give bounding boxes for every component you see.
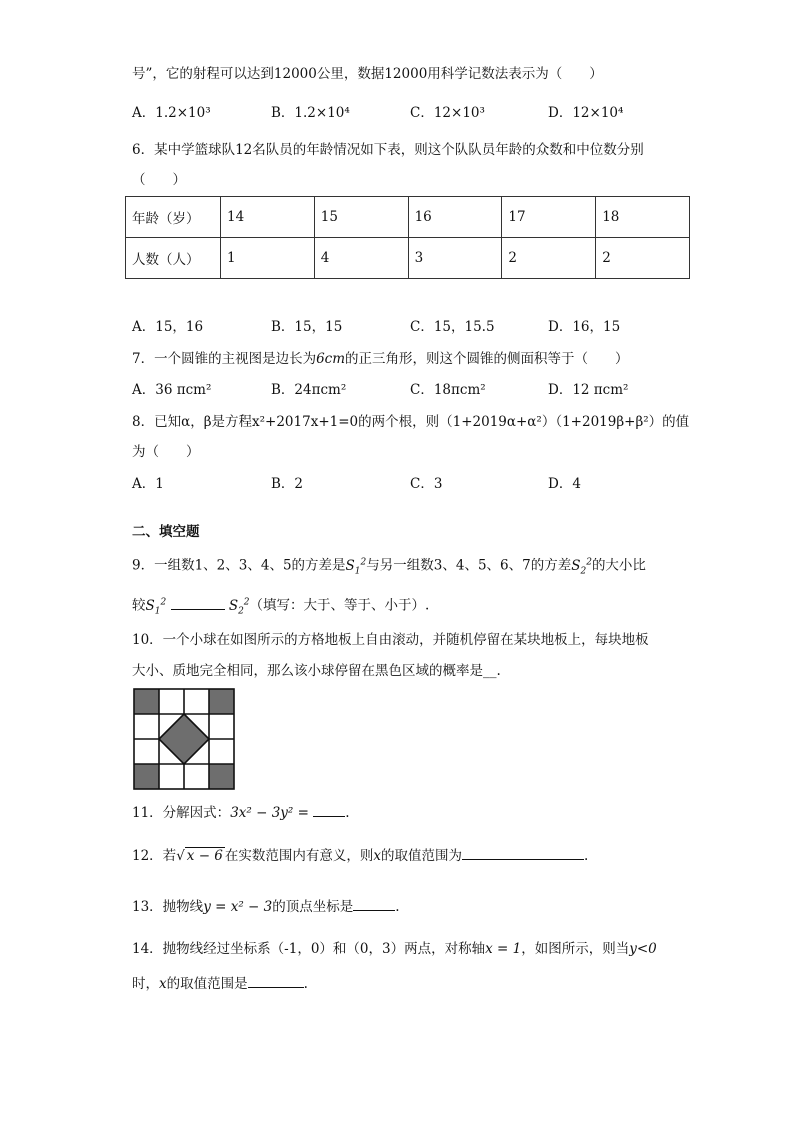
q5-tail-text: 号”，它的射程可以达到12000公里，数据12000用科学记数法表示为（ ） xyxy=(132,66,603,82)
q13-text-a: 13．抛物线 xyxy=(132,899,204,915)
q10-line-1: 10．一个小球在如图所示的方格地板上自由滚动，并随机停留在某块地板上，每块地板 xyxy=(132,632,649,648)
q12-variable: x xyxy=(373,848,382,864)
q5-option-a[interactable]: A．1.2×10³ xyxy=(132,105,211,121)
q14-text-b: ，如图所示，则当 xyxy=(521,941,630,957)
q12-text-b: 在实数范围内有意义，则 xyxy=(224,848,374,864)
shaded-tile xyxy=(209,689,234,714)
q11-answer-blank[interactable] xyxy=(313,802,345,817)
table-cell: 2 xyxy=(502,238,596,279)
q8-option-b[interactable]: B．2 xyxy=(271,476,304,492)
q7-option-b[interactable]: B．24πcm² xyxy=(271,382,347,398)
q6-option-d[interactable]: D．16，15 xyxy=(548,319,621,335)
tile-floor-figure xyxy=(133,688,235,794)
shaded-tile xyxy=(134,764,159,789)
section-heading-fill-blank: 二、填空题 xyxy=(132,524,200,540)
table-cell: 年龄（岁） xyxy=(126,197,221,238)
table-row xyxy=(126,238,690,279)
q14-condition: y<0 xyxy=(629,941,657,957)
tile-floor-svg xyxy=(133,688,235,790)
q14-line-2: 时，x的取值范围是 . xyxy=(132,973,308,994)
q14-answer-blank[interactable] xyxy=(248,973,304,988)
q12-answer-blank[interactable] xyxy=(462,845,584,860)
s2-squared: $S_2^2$ xyxy=(228,597,250,617)
q7-options xyxy=(132,380,732,400)
q14-variable: x xyxy=(159,976,167,992)
table-cell: 15 xyxy=(314,197,408,238)
q7-stem-text-a: 7．一个圆锥的主视图是边长为 xyxy=(132,351,317,367)
table-cell: 1 xyxy=(221,238,315,279)
q8-option-d[interactable]: D．4 xyxy=(548,476,581,492)
q6-options xyxy=(132,317,732,337)
table-cell: 人数（人） xyxy=(126,238,221,279)
q7-option-a[interactable]: A．36 πcm² xyxy=(132,382,212,398)
q9-text-a: 9．一组数1、2、3、4、5的方差是 xyxy=(132,557,346,574)
shaded-tile xyxy=(209,764,234,789)
q12-text-a: 12．若 xyxy=(132,848,177,864)
table-row xyxy=(126,197,690,238)
s1-squared: $S_1^2$ xyxy=(345,557,367,577)
q9-answer-blank[interactable] xyxy=(171,595,225,610)
q5-option-d[interactable]: D．12×10⁴ xyxy=(548,105,624,121)
q11-expression: 3x² − 3y² = xyxy=(230,805,309,821)
table-cell: 16 xyxy=(408,197,502,238)
q9-line-2 xyxy=(132,592,429,621)
q10-line-2: 大小、质地完全相同，那么该小球停留在黑色区域的概率是__. xyxy=(132,663,501,679)
q14-line-1 xyxy=(132,939,657,959)
q11-line: 11．分解因式：3x² − 3y² = . xyxy=(132,802,350,823)
q7-stem-text-b: 的正三角形，则这个圆锥的侧面积等于（ ） xyxy=(345,351,629,367)
table-cell: 18 xyxy=(596,197,690,238)
q13-text-b: 的顶点坐标是 xyxy=(272,899,354,915)
age-table xyxy=(125,196,690,279)
q8-stem: 8．已知α，β是方程x²+2017x+1=0的两个根，则（1+2019α+α²）（1+2019β+β²）的值 xyxy=(132,414,690,430)
q5-option-c[interactable]: C．12×10³ xyxy=(410,105,485,121)
q7-option-c[interactable]: C．18πcm² xyxy=(410,382,486,398)
q7-stem xyxy=(132,349,629,369)
q6-stem: 6．某中学篮球队12名队员的年龄情况如下表，则这个队队员年龄的众数和中位数分别 xyxy=(132,142,644,158)
q6-option-b[interactable]: B．15，15 xyxy=(271,319,343,335)
q5-option-b[interactable]: B．1.2×10⁴ xyxy=(271,105,350,121)
q8-stem-2: 为（ ） xyxy=(132,444,200,460)
q14-axis-expression: x = 1 xyxy=(485,941,522,957)
q5-options xyxy=(132,103,732,123)
q6-option-c[interactable]: C．15，15.5 xyxy=(410,319,495,335)
q7-stem-unit: 6cm xyxy=(316,351,346,367)
q12-text-c: 的取值范围为 xyxy=(381,848,463,864)
q9-line-1 xyxy=(132,552,646,581)
q9-text-b: 与另一组数3、4、5、6、7的方差 xyxy=(366,557,572,574)
shaded-diamond xyxy=(159,714,209,764)
q8-option-a[interactable]: A．1 xyxy=(132,476,164,492)
q7-option-d[interactable]: D．12 πcm² xyxy=(548,382,629,398)
s1-squared: $S_1^2$ xyxy=(145,597,167,617)
table-cell: 17 xyxy=(502,197,596,238)
table-cell: 2 xyxy=(596,238,690,279)
q13-expression: y = x² − 3 xyxy=(203,899,273,915)
q14-text-c: 时， xyxy=(132,976,159,992)
q6-option-a[interactable]: A．15，16 xyxy=(132,319,204,335)
q9-text-c: 的大小比 xyxy=(591,557,646,574)
q9-text-e: （填写：大于、等于、小于）. xyxy=(249,597,430,614)
q13-line: 13．抛物线y = x² − 3的顶点坐标是 . xyxy=(132,896,400,917)
q8-options xyxy=(132,474,732,494)
q14-text-a: 14．抛物线经过坐标系（-1，0）和（0，3）两点，对称轴 xyxy=(132,941,486,957)
table-cell: 14 xyxy=(221,197,315,238)
table-cell: 4 xyxy=(314,238,408,279)
q8-option-c[interactable]: C．3 xyxy=(410,476,443,492)
q11-text: 11．分解因式： xyxy=(132,805,231,821)
q14-text-d: 的取值范围是 xyxy=(166,976,248,992)
s2-squared: $S_2^2$ xyxy=(571,557,592,577)
q9-text-d: 较 xyxy=(132,597,146,614)
shaded-tile xyxy=(134,689,159,714)
q6-paren: （ ） xyxy=(132,172,186,188)
table-cell: 3 xyxy=(408,238,502,279)
q13-answer-blank[interactable] xyxy=(353,896,395,911)
q12-line: 12．若√ x − 6 在实数范围内有意义，则x的取值范围为 . xyxy=(132,845,588,866)
q12-radicand: x − 6 xyxy=(186,848,223,864)
